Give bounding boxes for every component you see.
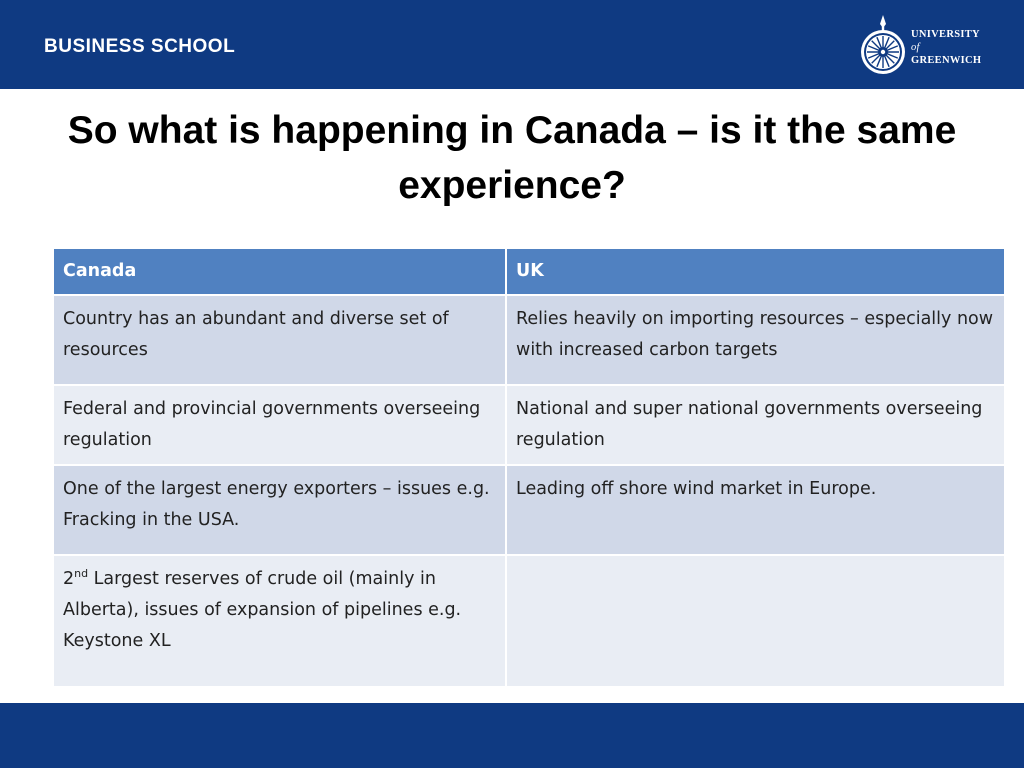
column-header-canada: Canada: [53, 248, 506, 295]
university-logo: [857, 14, 997, 78]
ordinal-suffix: nd: [74, 567, 89, 580]
university-wordmark: [911, 28, 981, 67]
school-name: BUSINESS SCHOOL: [44, 36, 236, 57]
table-row: [53, 385, 1005, 465]
comparison-table: [52, 247, 1006, 688]
table-row: [53, 295, 1005, 385]
logo-line-greenwich: GREENWICH: [911, 55, 982, 66]
column-header-uk: UK: [506, 248, 1005, 295]
header-bar: [0, 0, 1024, 89]
logo-line-university: UNIVERSITY: [911, 29, 980, 40]
cell-canada-resources: Country has an abundant and diverse set of resources: [53, 295, 506, 385]
table-row: [53, 555, 1005, 687]
cell-canada-regulation: Federal and provincial governments overseeing regulation: [53, 385, 506, 465]
cell-uk-empty: [506, 555, 1005, 687]
cell-uk-resources: Relies heavily on importing resources – especially now with increased carbon targets: [506, 295, 1005, 385]
logo-line-of: of: [911, 42, 920, 53]
cell-canada-exports: One of the largest energy exporters – issues e.g. Fracking in the USA.: [53, 465, 506, 555]
oil-reserves-text: Largest reserves of crude oil (mainly in Alberta), issues of expansion of pipelines e.g. Keystone XL: [63, 569, 462, 651]
cell-uk-wind: Leading off shore wind market in Europe.: [506, 465, 1005, 555]
footer-bar: [0, 703, 1024, 768]
table-header-row: [53, 248, 1005, 295]
slide-title: So what is happening in Canada – is it the same experience?: [67, 109, 957, 207]
table-row: [53, 465, 1005, 555]
cell-uk-regulation: National and super national governments overseeing regulation: [506, 385, 1005, 465]
ordinal-number: 2: [63, 569, 75, 589]
university-crest-icon: [857, 14, 909, 78]
cell-canada-oil-reserves: [53, 555, 506, 687]
